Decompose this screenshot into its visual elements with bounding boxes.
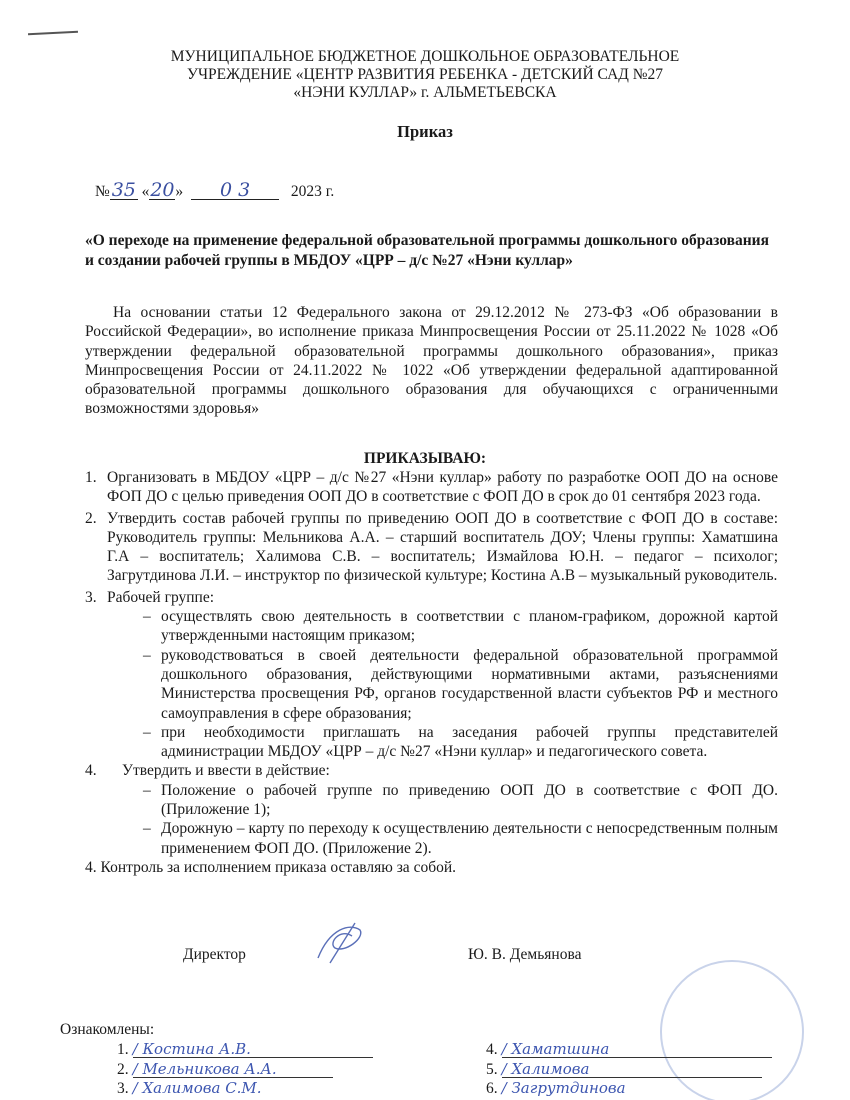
- acquainted-entry: [117, 1079, 363, 1098]
- header-line: МУНИЦИПАЛЬНОЕ БЮДЖЕТНОЕ ДОШКОЛЬНОЕ ОБРАЗОВАТЕЛЬНОЕ: [170, 48, 680, 65]
- acquainted-entry: [117, 1060, 333, 1079]
- list-item: [85, 761, 778, 780]
- scan-mark: [28, 31, 78, 36]
- list-item: [85, 509, 778, 586]
- entry-number: 6.: [486, 1080, 498, 1097]
- item-number: 1.: [85, 469, 97, 486]
- sub-item-text: Положение о рабочей группе по приведению ООП ДО в соответствие с ФОП ДО. (Приложение 1);: [161, 781, 778, 819]
- handwritten-signature: / Хаматшина: [502, 1041, 772, 1058]
- header-line: «НЭНИ КУЛЛАР» г. АЛЬМЕТЬЕВСКА: [293, 84, 557, 101]
- sub-item: [85, 819, 778, 858]
- dash-bullet: –: [143, 723, 151, 741]
- item-text: Организовать в МБДОУ «ЦРР – д/с №27 «Нэни куллар» работу по разработке ООП ДО на основе ФОП ДО с целью приведения ООП ДО в соответствие с ФОП ДО в срок до 01 сентября 2023 года.: [107, 469, 778, 506]
- dash-bullet: –: [143, 646, 151, 664]
- handwritten-signature: / Загрутдинова: [501, 1079, 626, 1097]
- item-text: Утвердить и ввести в действие:: [122, 762, 330, 780]
- dash-bullet: –: [143, 820, 151, 838]
- director-signature-line: [183, 945, 583, 964]
- number-prefix: №: [95, 183, 110, 200]
- dash-bullet: –: [143, 781, 151, 799]
- sub-item: [85, 723, 778, 762]
- order-month: 0 3: [191, 181, 279, 200]
- preamble: [85, 303, 778, 419]
- director-role: Директор: [183, 946, 246, 963]
- entry-number: 4.: [486, 1041, 498, 1058]
- acquainted-entry: [486, 1060, 762, 1079]
- item-text: Рабочей группе:: [107, 588, 215, 606]
- sub-item: [85, 646, 778, 723]
- entry-number: 1.: [117, 1041, 129, 1058]
- sub-item: [85, 607, 778, 646]
- handwritten-signature: / Халимова: [502, 1061, 762, 1078]
- acquainted-label: Ознакомлены:: [60, 1021, 155, 1038]
- handwritten-signature: / Мельникова А.А.: [133, 1061, 333, 1078]
- document-type: Приказ: [397, 122, 453, 141]
- item-text: Утвердить состав рабочей группы по приведению ООП ДО в соответствие с ФОП ДО в составе: Руководитель группы: Мельникова А.А. – старший воспитатель ДОУ; Члены группы: Хаматшина Г.А – воспитатель; Халимова С.В. – воспитатель; Измайлова Ю.Н. – педагог – психолог; Загрутдинова Л.И. – инструктор по физической культуре; Костина А.В – музыкальный руководитель.: [107, 509, 778, 585]
- entry-number: 3.: [117, 1080, 129, 1097]
- item-number: 3.: [85, 588, 97, 606]
- order-title: «О переходе на применение федеральной образовательной программы дошкольного образования и создании рабочей группы в МБДОУ «ЦРР – д/с №27 «Нэни куллар»: [85, 232, 769, 269]
- order-number: 35: [111, 179, 136, 201]
- director-name: Ю. В. Демьянова: [468, 946, 582, 963]
- dash-bullet: –: [143, 608, 151, 626]
- control-clause: 4. Контроль за исполнением приказа оставляю за собой.: [85, 858, 457, 876]
- preamble-text: На основании статьи 12 Федерального закона от 29.12.2012 № 273-ФЗ «Об образовании в Российской Федерации», во исполнение приказа Минпросвещения России от 25.11.2022 № 1028 «Об утверждении федеральной образовательной программы дошкольного образования», приказ Минпросвещения России от 24.11.2022 № 1022 «Об утверждении федеральной адаптированной образовательной программы дошкольного образования для обучающихся с ограниченными возможностями здоровья»: [85, 304, 778, 418]
- sub-item-text: руководствоваться в своей деятельности федеральной образовательной программой дошкольного образования, действующими нормативными актами, разъяснениями Министерства просвещения РФ, органов государственной власти субъектов РФ и местного самоуправления в сфере образования;: [161, 646, 778, 722]
- order-day: 20: [150, 179, 175, 201]
- order-number-line: [95, 181, 334, 201]
- director-signature-icon: [310, 918, 370, 968]
- list-item: [85, 588, 778, 607]
- organization-header: [0, 48, 850, 102]
- acquainted-entry: [117, 1040, 373, 1059]
- item-number: 4.: [85, 762, 97, 780]
- sub-item-text: при необходимости приглашать на заседания рабочей группы представителей администрации МБДОУ «ЦРР – д/с №27 «Нэни куллар» и педагогического совета.: [161, 723, 778, 761]
- entry-number: 2.: [117, 1061, 129, 1078]
- quote-close: »: [175, 183, 184, 200]
- acquainted-entry: [486, 1040, 772, 1059]
- sub-item-text: Дорожную – карту по переходу к осуществлению деятельности с непосредственным полным применением ФОП ДО. (Приложение 2).: [161, 820, 778, 857]
- order-heading: ПРИКАЗЫВАЮ:: [363, 450, 487, 467]
- list-item: [85, 468, 778, 507]
- header-line: УЧРЕЖДЕНИЕ «ЦЕНТР РАЗВИТИЯ РЕБЕНКА - ДЕТСКИЙ САД №27: [186, 66, 664, 83]
- acquainted-section: [60, 1020, 154, 1039]
- handwritten-signature: / Халимова С.М.: [132, 1079, 262, 1097]
- quote-open: «: [141, 183, 150, 200]
- acquainted-entry: [486, 1079, 762, 1098]
- entry-number: 5.: [486, 1061, 498, 1078]
- sub-item: [85, 781, 778, 820]
- handwritten-signature: / Костина А.В.: [133, 1041, 373, 1058]
- order-year: 2023 г.: [290, 183, 335, 200]
- item-number: 2.: [85, 509, 97, 527]
- order-items: [85, 468, 778, 877]
- sub-item-text: осуществлять свою деятельность в соответствии с планом-графиком, дорожной картой утвержденными настоящим приказом;: [161, 608, 778, 645]
